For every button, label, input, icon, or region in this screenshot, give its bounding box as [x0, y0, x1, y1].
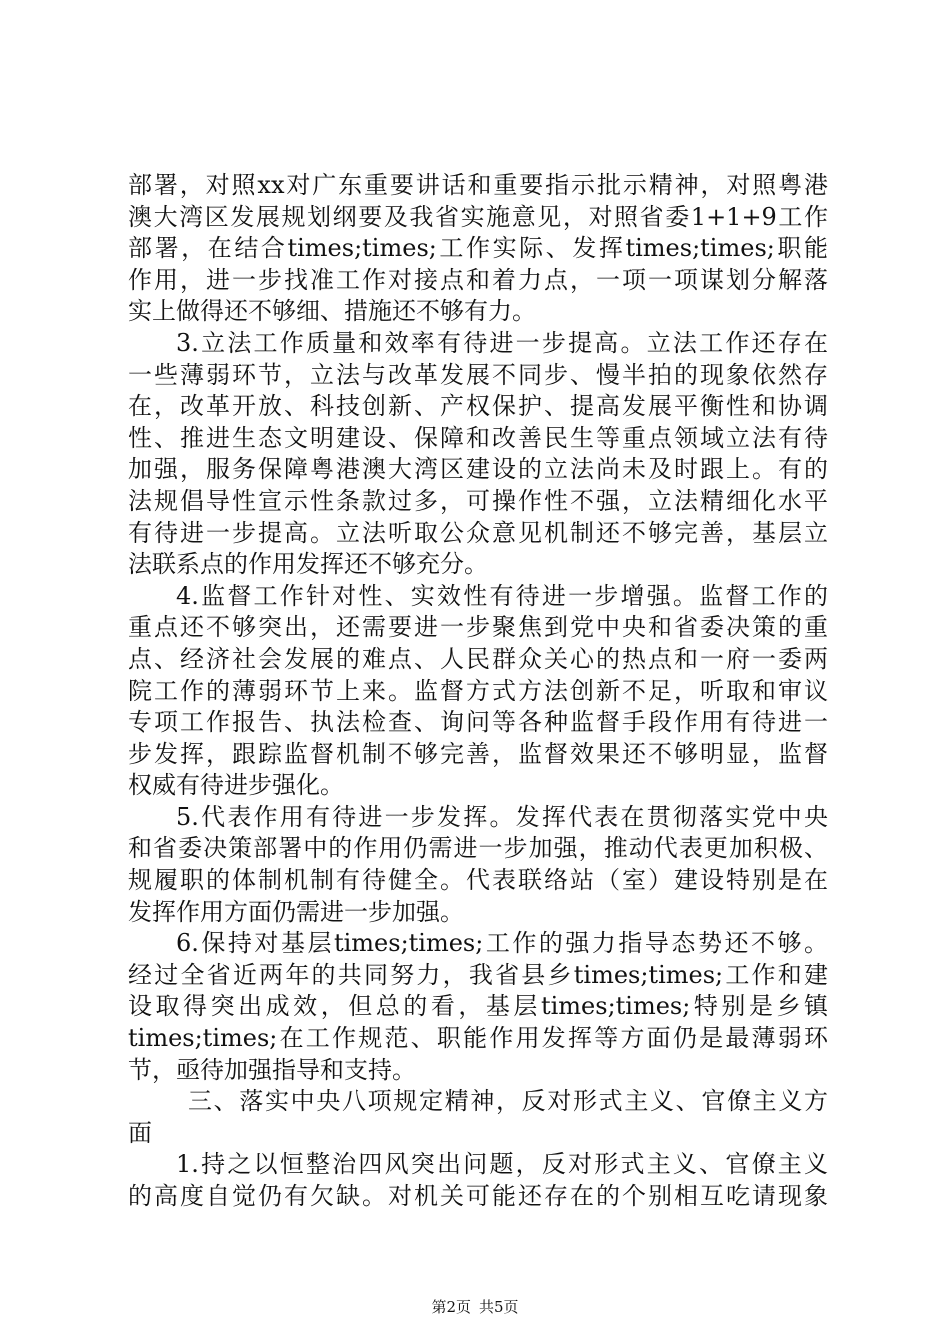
text-line: 4.监督工作针对性、实效性有待进一步增强。监督工作的 [176, 581, 828, 610]
text-line: 作用，进一步找准工作对接点和着力点，一项一项谋划分解落 [128, 265, 828, 294]
text-line: 6.保持对基层times;times;工作的强力指导态势还不够。 [176, 929, 828, 958]
text-line: 澳大湾区发展规划纲要及我省实施意见，对照省委1+1+9工作 [128, 202, 828, 231]
text-line: 性、推进生态文明建设、保障和改善民生等重点领域立法有待 [128, 423, 828, 452]
text-line: 法联系点的作用发挥还不够充分。 [128, 550, 488, 579]
text-line: 和省委决策部署中的作用仍需进一步加强，推动代表更加积极、 [128, 834, 828, 863]
text-line: 部署，在结合times;times;工作实际、发挥times;times;职能 [128, 234, 828, 263]
document-body [128, 170, 828, 1213]
text-line: 院工作的薄弱环节上来。监督方式方法创新不足，听取和审议 [128, 676, 828, 705]
text-line: 1.持之以恒整治四风突出问题，反对形式主义、官僚主义 [176, 1150, 828, 1179]
text-line: 经过全省近两年的共同努力，我省县乡times;times;工作和建 [128, 960, 828, 989]
text-line: 5.代表作用有待进一步发挥。发挥代表在贯彻落实党中央 [176, 802, 828, 831]
text-line: 的高度自觉仍有欠缺。对机关可能还存在的个别相互吃请现象 [128, 1182, 828, 1210]
text-line: 3.立法工作质量和效率有待进一步提高。立法工作还存在 [176, 328, 828, 357]
text-line: 点、经济社会发展的难点、人民群众关心的热点和一府一委两 [128, 644, 828, 673]
page-total: 共5页 [479, 1298, 519, 1316]
page-footer [0, 1297, 950, 1317]
text-line: 权威有待进步强化。 [128, 771, 344, 800]
text-line: 法规倡导性宣示性条款过多，可操作性不强，立法精细化水平 [128, 486, 828, 515]
text-line: 步发挥，跟踪监督机制不够完善，监督效果还不够明显，监督 [128, 739, 828, 768]
page-number: 第2页 [431, 1298, 471, 1316]
text-line: 一些薄弱环节，立法与改革发展不同步、慢半拍的现象依然存 [128, 360, 828, 389]
text-line: 有待进一步提高。立法听取公众意见机制还不够完善，基层立 [128, 518, 828, 547]
text-line: 设取得突出成效，但总的看，基层times;times;特别是乡镇 [128, 992, 828, 1021]
text-line: 重点还不够突出，还需要进一步聚焦到党中央和省委决策的重 [128, 613, 828, 642]
text-line: 部署，对照xx对广东重要讲话和重要指示批示精神，对照粤港 [128, 171, 828, 199]
text-line: 加强，服务保障粤港澳大湾区建设的立法尚未及时跟上。有的 [128, 455, 828, 484]
text-line: 发挥作用方面仍需进一步加强。 [128, 897, 464, 926]
text-line: 三、落实中央八项规定精神，反对形式主义、官僚主义方 [188, 1087, 828, 1116]
text-line: 专项工作报告、执法检查、询问等各种监督手段作用有待进一 [128, 708, 828, 737]
text-line: 面 [128, 1118, 152, 1147]
text-line: 在，改革开放、科技创新、产权保护、提高发展平衡性和协调 [128, 392, 828, 421]
text-line: 节，亟待加强指导和支持。 [128, 1055, 416, 1084]
text-line: times;times;在工作规范、职能作用发挥等方面仍是最薄弱环 [128, 1024, 828, 1053]
text-line: 规履职的体制机制有待健全。代表联络站（室）建设特别是在 [128, 866, 828, 895]
text-line: 实上做得还不够细、措施还不够有力。 [128, 297, 536, 326]
